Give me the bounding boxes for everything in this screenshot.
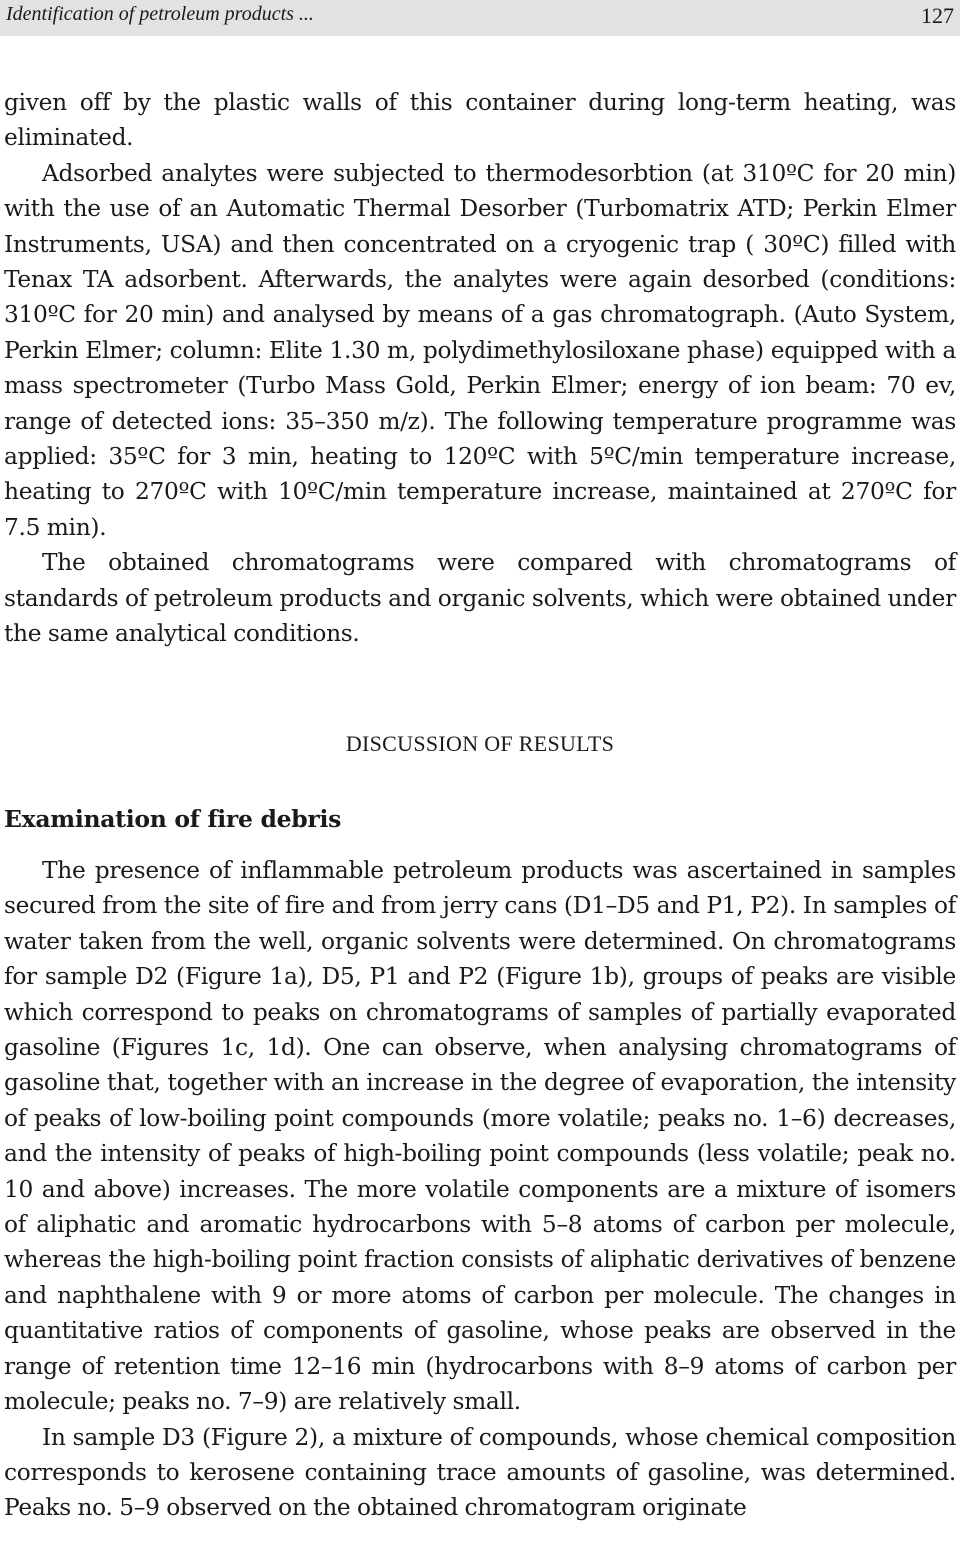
methods-paragraph-comparison: The obtained chromatograms were compared with chromatograms of standards of petroleum products and organic solvents, which were obtained under the same analytical conditions. xyxy=(4,549,956,648)
results-text xyxy=(4,853,956,1526)
section-heading: DISCUSSION OF RESULTS xyxy=(345,731,615,756)
results-paragraph-sample-d3: In sample D3 (Figure 2), a mixture of compounds, whose chemical composition corresponds to kerosene containing trace amounts of gasoline, was determined. Peaks no. 5–9 observed on the obtained chromatogram originate xyxy=(4,1423,956,1522)
subsection-heading: Examination of fire debris xyxy=(4,805,342,833)
methods-paragraph-continuation: given off by the plastic walls of this container during long-term heating, was eliminated. xyxy=(4,89,956,152)
results-paragraph-fire-debris: The presence of inflammable petroleum products was ascertained in samples secured from the site of fire and from jerry cans (D1–D5 and P1, P2). In samples of water taken from the well, organic solvents were determined. On chromatograms for sample D2 (Figure 1a), D5, P1 and P2 (Figure 1b), groups of peaks are visible which correspond to peaks on chromatograms of samples of partially evaporated gasoline (Figures 1c, 1d). One can observe, when analysing chromatograms of gasoline that, together with an increase in the degree of evaporation, the intensity of peaks of low-boiling point compounds (more volatile; peaks no. 1–6) decreases, and the intensity of peaks of high-boiling point compounds (less volatile; peak no. 10 and above) increases. The more volatile components are a mixture of isomers of aliphatic and aromatic hydrocarbons with 5–8 atoms of carbon per molecule, whereas the high-boiling point fraction consists of aliphatic derivatives of benzene and naphthalene with 9 or more atoms of carbon per molecule. The changes in quantitative ratios of components of gasoline, whose peaks are observed in the range of retention time 12–16 min (hydrocarbons with 8–9 atoms of carbon per molecule; peaks no. 7–9) are relatively small. xyxy=(4,857,956,1416)
methods-text xyxy=(4,85,956,652)
page-number: 127 xyxy=(921,3,954,28)
running-header xyxy=(0,0,960,36)
running-header-title: Identification of petroleum products ... xyxy=(6,3,314,25)
methods-paragraph-thermodesorption: Adsorbed analytes were subjected to thermodesorbtion (at 310ºC for 20 min) with the use of an Automatic Thermal Desorber (Turbomatrix ATD; Perkin Elmer Instruments, USA) and then concentrated on a cryogenic trap ( 30ºC) filled with Tenax TA adsorbent. Afterwards, the analytes were again desorbed (conditions: 310ºC for 20 min) and analysed by means of a gas chromatograph. (Auto System, Perkin Elmer; column: Elite 1.30 m, polydimethylosiloxane phase) equipped with a mass spectrometer (Turbo Mass Gold, Perkin Elmer; energy of ion beam: 70 ev, range of detected ions: 35–350 m/z). The following temperature programme was applied: 35ºC for 3 min, heating to 120ºC with 5ºC/min temperature increase, heating to 270ºC with 10ºC/min temperature increase, maintained at 270ºC for 7.5 min). xyxy=(4,159,956,541)
